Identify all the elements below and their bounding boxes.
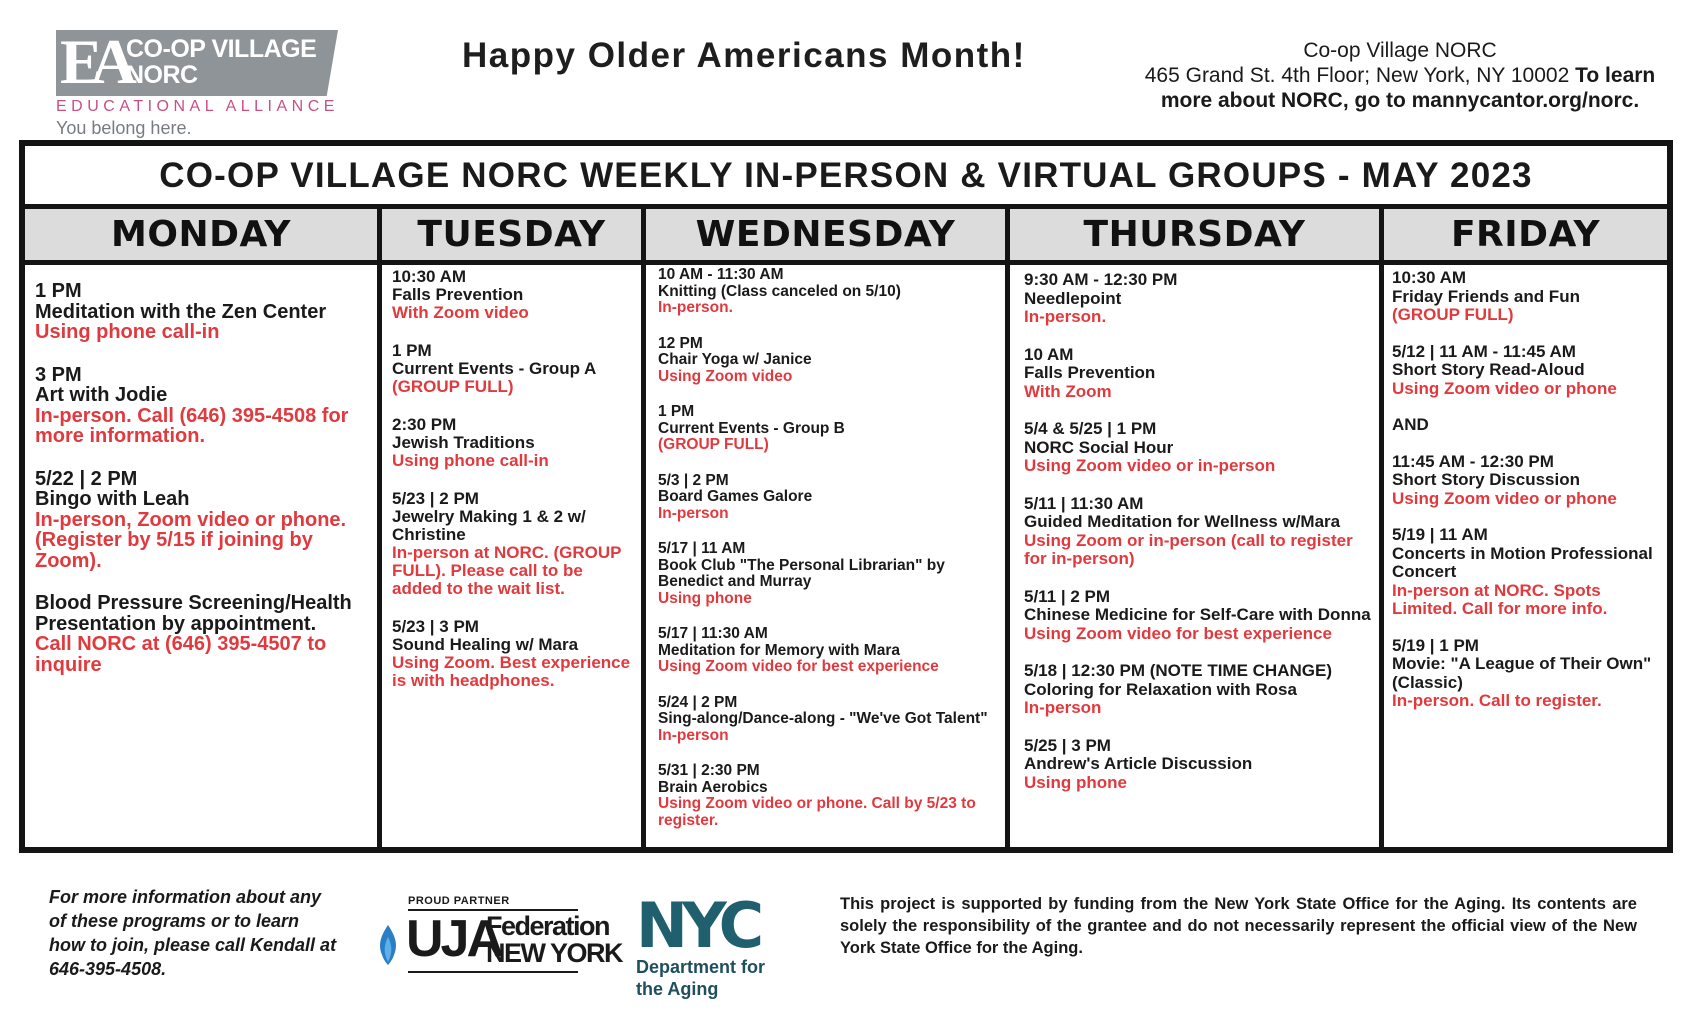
event-name: Brain Aerobics — [658, 778, 768, 796]
event-time: 3 PM — [35, 363, 82, 386]
event-name: Knitting (Class canceled on 5/10) — [658, 282, 901, 300]
logo-alliance: EDUCATIONAL ALLIANCE — [56, 98, 339, 115]
event-name: Bingo with Leah — [35, 488, 190, 510]
event-name: Concerts in Motion Professional Concert — [1392, 543, 1653, 581]
uja-proud-partner: PROUD PARTNER — [408, 895, 578, 911]
event-entry — [1024, 588, 1371, 644]
day-header-wednesday: WEDNESDAY — [646, 209, 1005, 265]
event-note: With Zoom — [1024, 381, 1112, 401]
event-note: In-person. — [658, 299, 733, 316]
event-entry — [1024, 420, 1371, 476]
event-name: Coloring for Relaxation with Rosa — [1024, 679, 1297, 699]
event-time: 10 AM — [1024, 344, 1074, 364]
address-block — [1140, 38, 1660, 113]
event-time: 5/17 | 11 AM — [658, 540, 746, 557]
event-time: 5/22 | 2 PM — [35, 467, 138, 490]
event-entry — [392, 342, 633, 396]
schedule-table — [19, 140, 1673, 853]
event-name: Art with Jodie — [35, 384, 168, 406]
event-entry — [1024, 271, 1371, 327]
event-entry — [658, 267, 997, 317]
entries — [1010, 265, 1379, 792]
event-note: In-person — [658, 726, 729, 744]
event-name: Short Story Discussion — [1392, 470, 1580, 489]
event-name: Falls Prevention — [392, 285, 524, 304]
event-note: Using phone call-in — [392, 451, 549, 470]
event-entry — [35, 469, 369, 572]
event-time: 5/31 | 2:30 PM — [658, 762, 760, 779]
event-name: Andrew's Article Discussion — [1024, 754, 1253, 773]
event-name: Sound Healing w/ Mara — [392, 635, 579, 654]
event-time: 1 PM — [658, 403, 695, 420]
event-entry — [392, 416, 633, 470]
flame-icon — [376, 923, 400, 967]
day-header-monday: MONDAY — [25, 209, 377, 265]
logo-mark: EA — [60, 26, 125, 97]
event-name: Movie: "A League of Their Own" (Classic) — [1392, 654, 1652, 692]
event-entry — [658, 626, 997, 676]
event-entry — [658, 763, 997, 829]
event-time: 10:30 AM — [1392, 268, 1467, 287]
event-time: AND — [1392, 415, 1429, 434]
event-time: 5/19 | 1 PM — [1392, 635, 1479, 655]
learn-more-link[interactable]: To learn more about NORC, go to mannycantor.org/norc. — [1160, 64, 1656, 112]
event-time: 2:30 PM — [392, 415, 457, 434]
event-entry — [658, 473, 997, 523]
event-note: (GROUP FULL) — [392, 377, 514, 396]
event-entry — [1392, 526, 1659, 619]
event-note: Using Zoom video for best experience — [1024, 623, 1332, 643]
event-entry — [658, 695, 997, 745]
event-note: In-person. — [1024, 307, 1107, 326]
entries — [646, 265, 1005, 829]
event-time: 5/11 | 2 PM — [1024, 586, 1111, 606]
page-headline: Happy Older Americans Month! — [462, 36, 1026, 75]
event-note: (GROUP FULL) — [658, 436, 769, 453]
event-time: 5/19 | 11 AM — [1392, 525, 1488, 544]
entries — [382, 265, 641, 690]
event-name: Book Club "The Personal Librarian" by Benedict and Murray — [658, 556, 945, 590]
event-name: Needlepoint — [1024, 288, 1122, 308]
event-entry — [1392, 453, 1659, 509]
event-name: Board Games Galore — [658, 488, 813, 505]
event-time: 5/24 | 2 PM — [658, 693, 738, 711]
uja-federation-text: Federation NEW YORK — [486, 911, 623, 968]
nyc-mark: NYC — [636, 889, 759, 962]
entries — [25, 265, 377, 675]
event-entry — [392, 268, 633, 322]
event-note: Using Zoom video or phone. Call by 5/23 to register. — [658, 795, 976, 829]
event-name: Guided Meditation for Wellness w/Mara — [1024, 512, 1341, 531]
event-entry — [658, 336, 997, 386]
event-entry — [658, 404, 997, 454]
event-name: Current Events - Group B — [658, 419, 845, 437]
address-line: 465 Grand St. 4th Floor; New York, NY 10002 To learn more about NORC, go to mannycantor.org/norc. — [1144, 64, 1656, 112]
event-time: 5/18 | 12:30 PM (NOTE TIME CHANGE) — [1024, 661, 1332, 680]
column-monday — [25, 209, 382, 847]
event-time: 11:45 AM - 12:30 PM — [1392, 451, 1554, 471]
event-note: Using Zoom video or in-person — [1024, 456, 1276, 475]
event-time: 5/23 | 3 PM — [392, 617, 479, 636]
event-time: 5/3 | 2 PM — [658, 471, 729, 489]
event-time: 10:30 AM — [392, 267, 467, 286]
event-entry — [35, 593, 369, 675]
event-entry — [35, 281, 369, 343]
event-note: Using Zoom video or phone — [1392, 488, 1617, 508]
norc-logo — [56, 26, 346, 136]
event-name: Current Events - Group A — [392, 359, 597, 378]
event-time: 12 PM — [658, 334, 703, 352]
event-entry — [658, 541, 997, 607]
event-name: Falls Prevention — [1024, 363, 1156, 382]
event-entry — [1024, 495, 1371, 569]
event-entry — [1024, 346, 1371, 402]
event-entry — [1392, 343, 1659, 399]
funding-disclaimer: This project is supported by funding from the New York State Office for the Aging. Its contents are solely the responsibility of the grantee and do not necessarily represent the official view of the New York State Office for the Aging. — [840, 895, 1637, 957]
event-time: 5/12 | 11 AM - 11:45 AM — [1392, 341, 1576, 361]
event-entry — [1024, 662, 1371, 718]
event-time: 5/17 | 11:30 AM — [658, 625, 768, 642]
event-note: Using Zoom video — [658, 367, 793, 385]
event-time: 5/11 | 11:30 AM — [1024, 493, 1144, 513]
event-name: Meditation with the Zen Center — [35, 300, 327, 323]
event-entry — [392, 618, 633, 690]
event-time: 1 PM — [35, 280, 82, 302]
schedule-title: CO-OP VILLAGE NORC WEEKLY IN-PERSON & VIRTUAL GROUPS - MAY 2023 — [25, 146, 1667, 209]
event-note: In-person — [1024, 698, 1102, 717]
nyc-aging-logo — [636, 889, 796, 1004]
event-name: Sing-along/Dance-along - "We've Got Talent" — [658, 710, 988, 727]
event-note: Using Zoom. Best experience is with headphones. — [392, 653, 631, 690]
column-tuesday — [382, 209, 646, 847]
column-wednesday — [646, 209, 1010, 847]
uja-federation-logo — [376, 895, 623, 975]
event-name: Jewelry Making 1 & 2 w/ Christine — [392, 507, 586, 544]
logo-tagline: You belong here. — [56, 118, 192, 138]
entries — [1384, 265, 1667, 711]
event-note: Call NORC at (646) 395-4507 to inquire — [35, 633, 327, 676]
event-note: Using Zoom video or phone — [1392, 378, 1617, 398]
uja-divider — [408, 971, 578, 973]
event-note: In-person — [658, 504, 729, 522]
event-time: 1 PM — [392, 341, 432, 360]
event-note: Using phone call-in — [35, 321, 220, 343]
event-note: Using phone — [1024, 772, 1127, 792]
column-friday — [1384, 209, 1667, 847]
logo-name: CO-OP VILLAGE NORC — [126, 35, 317, 89]
event-note: In-person. Call to register. — [1392, 691, 1602, 710]
event-name: Chinese Medicine for Self-Care with Donna — [1024, 605, 1371, 624]
event-entry — [1392, 416, 1659, 435]
event-time: 5/4 & 5/25 | 1 PM — [1024, 419, 1157, 438]
day-header-thursday: THURSDAY — [1010, 209, 1379, 265]
event-name: Chair Yoga w/ Janice — [658, 351, 812, 368]
event-entry — [35, 365, 369, 447]
uja-mark: UJA — [406, 910, 502, 968]
event-time: 10 AM - 11:30 AM — [658, 266, 784, 283]
event-note: In-person at NORC. Spots Limited. Call for more info. — [1392, 580, 1608, 618]
column-thursday — [1010, 209, 1384, 847]
event-name: Friday Friends and Fun — [1392, 286, 1580, 306]
event-note: Using phone — [658, 589, 752, 607]
event-entry — [1024, 737, 1371, 793]
event-note: (GROUP FULL) — [1392, 305, 1514, 324]
event-note: In-person, Zoom video or phone. (Register by 5/15 if joining by Zoom). — [35, 508, 347, 572]
nyc-department-label: Department for the Aging — [636, 957, 766, 999]
event-entry — [1392, 269, 1659, 325]
event-name: NORC Social Hour — [1024, 437, 1174, 457]
event-time: 5/23 | 2 PM — [392, 489, 479, 508]
day-header-tuesday: TUESDAY — [382, 209, 641, 265]
event-name: Short Story Read-Aloud — [1392, 360, 1585, 379]
event-note: Using Zoom video for best experience — [658, 658, 939, 675]
day-header-friday: FRIDAY — [1384, 209, 1667, 265]
event-name: Meditation for Memory with Mara — [658, 641, 900, 659]
event-note: In-person. Call (646) 395-4508 for more information. — [35, 404, 349, 447]
event-entry — [1392, 637, 1659, 711]
contact-info: For more information about any of these programs or to learn how to join, please call Kendall at 646-395-4508. — [49, 887, 337, 979]
event-time: 5/25 | 3 PM — [1024, 735, 1111, 755]
event-note: In-person at NORC. (GROUP FULL). Please call to be added to the wait list. — [392, 543, 622, 598]
event-name: Jewish Traditions — [392, 433, 535, 452]
event-entry — [392, 490, 633, 598]
event-note: Using Zoom or in-person (call to register for in-person) — [1024, 530, 1353, 568]
event-time: Blood Pressure Screening/Health Presentation by appointment. — [35, 592, 352, 635]
event-time: 9:30 AM - 12:30 PM — [1024, 270, 1178, 289]
org-name: Co-op Village NORC — [1303, 39, 1497, 62]
event-note: With Zoom video — [392, 303, 529, 322]
